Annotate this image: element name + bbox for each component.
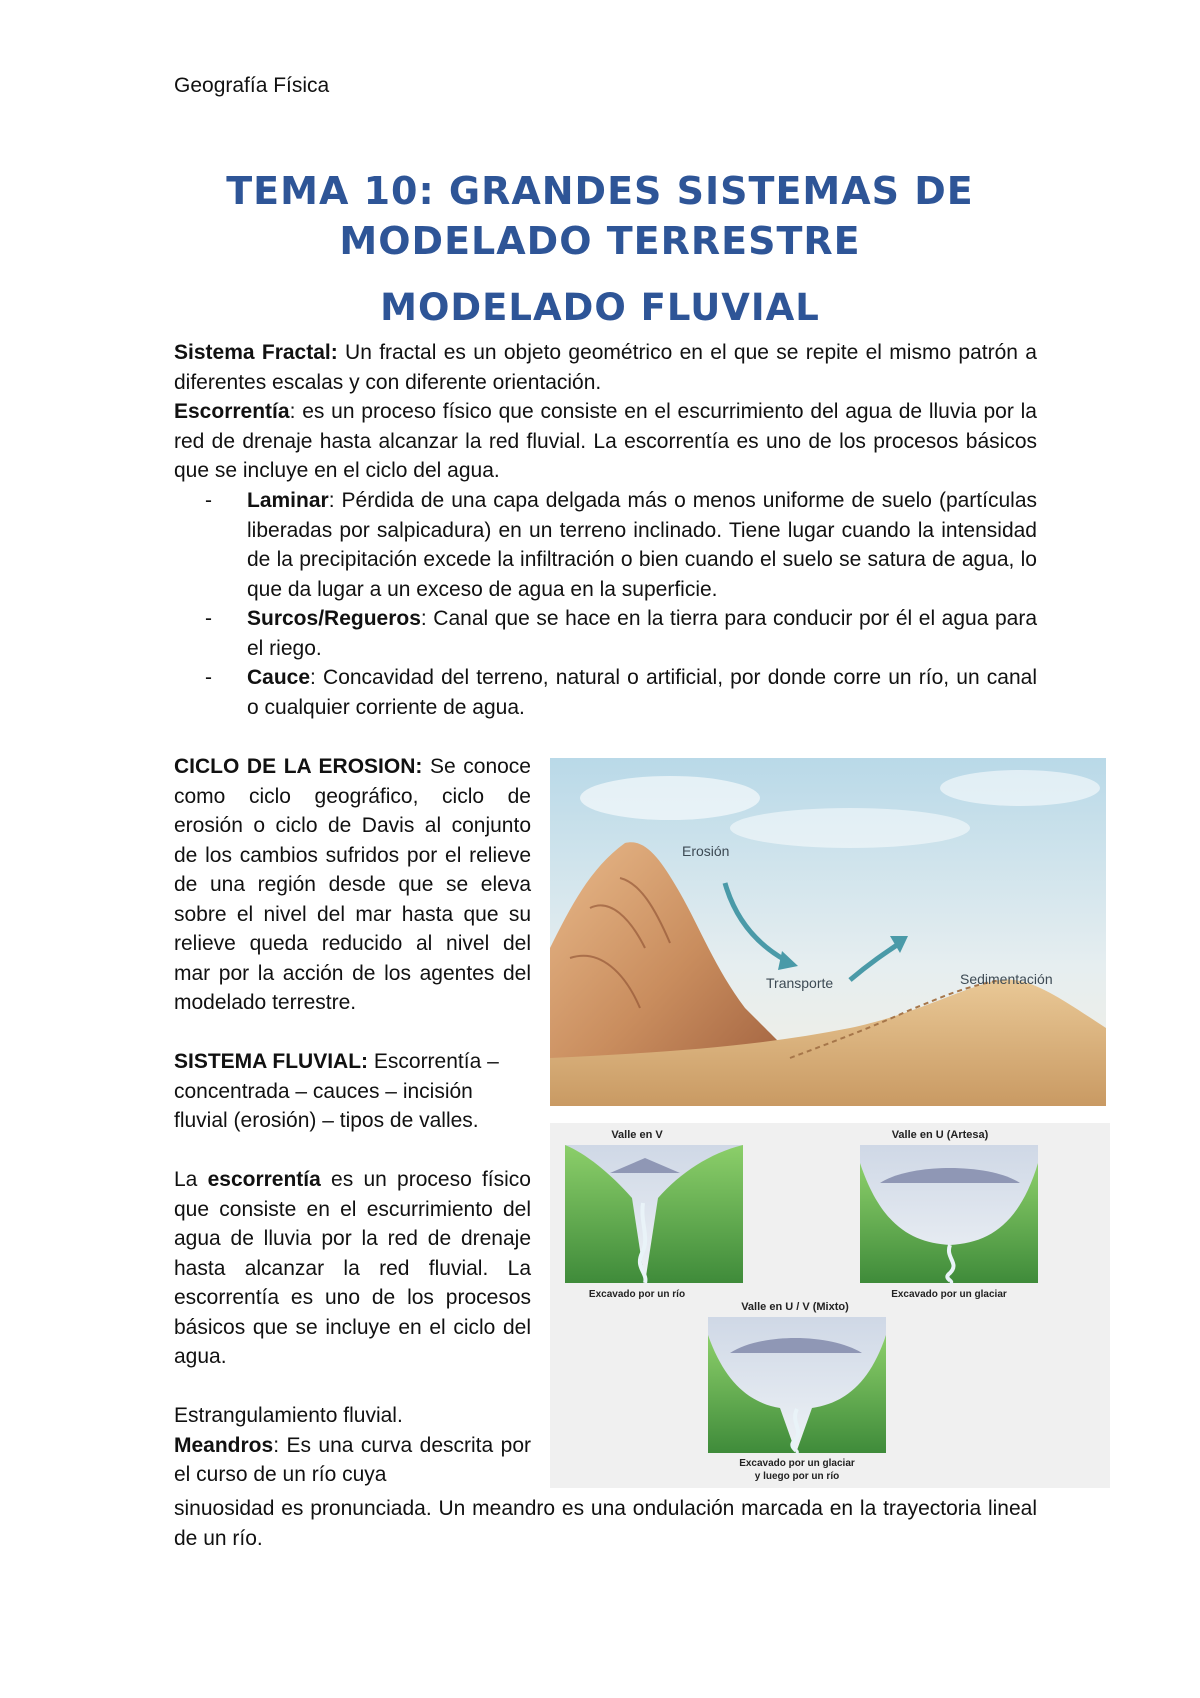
u-valley-title: Valle en U (Artesa) xyxy=(891,1129,989,1141)
list-item: - Cauce: Concavidad del terreno, natural o artificial, por donde corre un río, un canal o cualquier corriente de agua. xyxy=(205,666,1037,719)
page-header: Geografía Física xyxy=(174,74,330,97)
escorrentia-paragraph: Escorrentía: es un proceso físico que consiste en el escurrimiento del agua de lluvia por la red de drenaje hasta alcanzar la red fluvial. La escorrentía es uno de los procesos básicos que se incluye en el ciclo del agua. xyxy=(174,400,1037,482)
mixed-valley-title: Valle en U / V (Mixto) xyxy=(741,1301,849,1313)
transport-label: Transporte xyxy=(766,975,834,991)
section-title: MODELADO FLUVIAL xyxy=(380,286,820,329)
mixed-valley-panel xyxy=(708,1317,886,1453)
list-item: - Laminar: Pérdida de una capa delgada más o menos uniforme de suelo (partículas liberadas por salpicadura) en un terreno inclinado. Tiene lugar cuando la intensidad de la precipitación excede la infiltración o bien cuando el suelo se satura de agua, lo que da lugar a un exceso de agua en la superficie. xyxy=(205,489,1037,601)
ciclo-paragraph: CICLO DE LA EROSION: Se conoce como ciclo geográfico, ciclo de erosión o ciclo de Davis al conjunto de los cambios sufridos por el relieve de una región desde que se eleva sobre el nivel del mar hasta que su relieve queda reducido al nivel del mar por la acción de los agentes del modelado terrestre. xyxy=(174,755,531,1014)
u-valley-caption: Excavado por un glaciar xyxy=(891,1289,1007,1300)
meandros-continuation: sinuosidad es pronunciada. Un meandro es una ondulación marcada en la trayectoria lineal de un río. xyxy=(174,1497,1037,1550)
valley-types-figure xyxy=(550,1123,1110,1488)
la-escorrentia-paragraph: La escorrentía es un proceso físico que consiste en el escurrimiento del agua de lluvia por la red de drenaje hasta alcanzar la red fluvial. La escorrentía es uno de los procesos básicos que se incluye en el ciclo del agua. xyxy=(174,1168,531,1368)
sedimentation-label: Sedimentación xyxy=(960,971,1053,987)
u-valley-panel xyxy=(860,1145,1038,1283)
erosion-cycle-figure xyxy=(550,758,1106,1106)
list-item: - Surcos/Regueros: Canal que se hace en la tierra para conducir por él el agua para el riego. xyxy=(205,607,1037,660)
erosion-label: Erosión xyxy=(682,843,730,859)
escorrentia-types-list xyxy=(174,486,1037,722)
estrangulamiento-line: Estrangulamiento fluvial. xyxy=(174,1404,403,1427)
v-valley-panel xyxy=(565,1145,743,1283)
meandros-paragraph: Meandros: Es una curva descrita por el curso de un río cuya xyxy=(174,1433,531,1486)
mixed-valley-caption-1: Excavado por un glaciar xyxy=(739,1458,855,1469)
sistema-paragraph: SISTEMA FLUVIAL: Escorrentía – concentrada – cauces – incisión fluvial (erosión) – tipos de valles. xyxy=(174,1050,499,1132)
escorrentia-term: Escorrentía xyxy=(174,400,290,423)
v-valley-title: Valle en V xyxy=(611,1129,663,1141)
mixed-valley-caption-2: y luego por un río xyxy=(754,1471,840,1482)
fractal-term: Sistema Fractal: xyxy=(174,341,338,364)
fractal-paragraph: Sistema Fractal: Un fractal es un objeto geométrico en el que se repite el mismo patrón a diferentes escalas y con diferente orientación. xyxy=(174,341,1037,394)
page-title: TEMA 10: GRANDES SISTEMAS DE MODELADO TERRESTRE xyxy=(226,169,974,263)
v-valley-caption: Excavado por un río xyxy=(588,1289,686,1300)
left-column xyxy=(174,752,531,1490)
